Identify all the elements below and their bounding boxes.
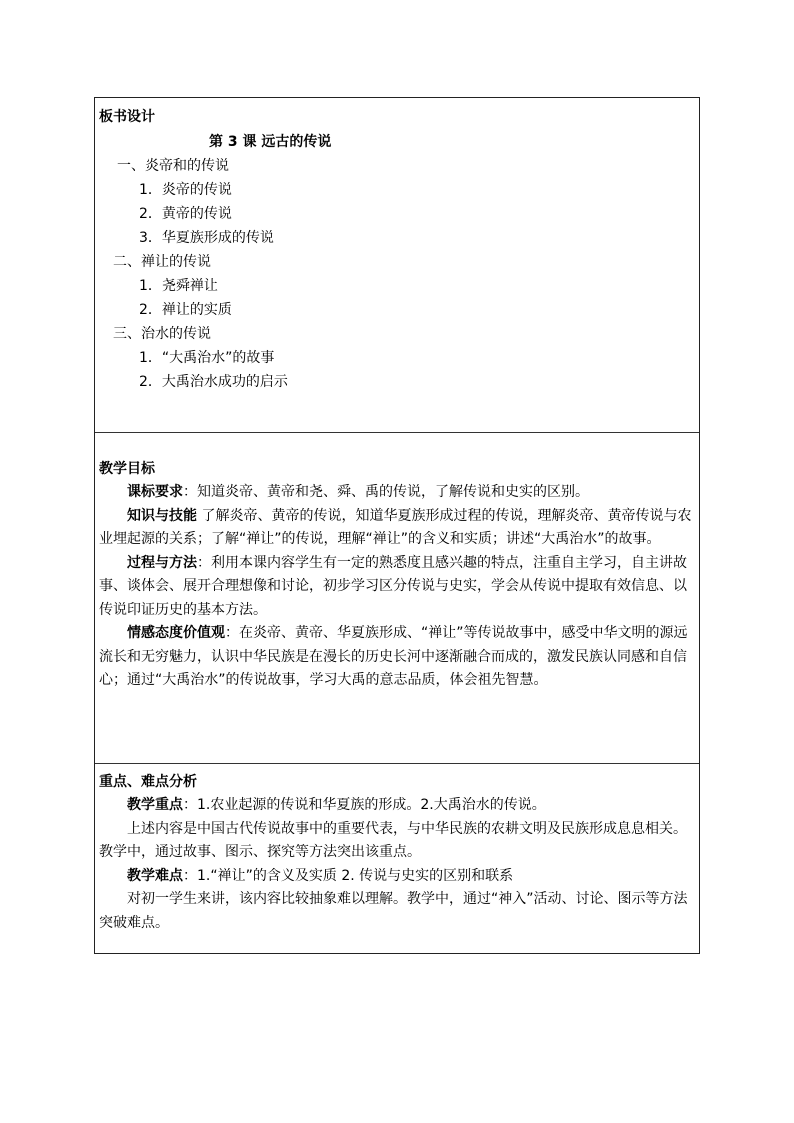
emotion-label: 情感态度价值观 — [127, 625, 225, 641]
curriculum-label: 课标要求 — [127, 484, 183, 500]
difficulty-text: ：1.“禅让”的含义及实质 2. 传说与史实的区别和联系 — [183, 867, 514, 884]
outline-item: 2．禅让的实质 — [139, 302, 232, 318]
key-points-heading: 重点、难点分析 — [99, 774, 197, 790]
difficulty-description: 对初一学生来讲，该内容比较抽象难以理解。教学中，通过“神入”活动、讨论、图示等方法突破难点。 — [99, 891, 688, 931]
difficulty-paragraph — [99, 865, 695, 889]
outline-item: 一、炎帝和的传说 — [117, 158, 229, 174]
focus-paragraph — [99, 794, 695, 818]
teaching-goals-cell — [95, 432, 699, 763]
outline-item: 三、治水的传说 — [113, 326, 211, 342]
focus-label: 教学重点 — [127, 797, 183, 813]
lesson-plan-table — [94, 97, 700, 954]
emotion-paragraph — [99, 622, 695, 693]
teaching-goals-heading: 教学目标 — [99, 461, 155, 477]
difficulty-label: 教学难点 — [127, 867, 183, 884]
board-design-cell — [95, 106, 699, 432]
key-points-cell — [95, 763, 699, 953]
outline-item: 1．尧舜禅让 — [139, 278, 218, 294]
focus-description: 上述内容是中国古代传说故事中的重要代表，与中华民族的农耕文明及民族形成息息相关。教学中，通过故事、图示、探究等方法突出该重点。 — [99, 820, 687, 860]
board-design-heading: 板书设计 — [99, 109, 155, 125]
knowledge-text: 了解炎帝、黄帝的传说，知道华夏族形成过程的传说，理解炎帝、黄帝传说与农业埋起源的关系；了解“禅让”的传说，理解“禅让”的含义和实质；讲述“大禹治水”的故事。 — [99, 507, 692, 547]
lesson-title: 第 3 课 远古的传说 — [209, 134, 332, 150]
process-paragraph — [99, 552, 695, 623]
focus-text: ：1.农业起源的传说和华夏族的形成。2.大禹治水的传说。 — [183, 797, 546, 813]
emotion-text: ：在炎帝、黄帝、华夏族形成、“禅让”等传说故事中，感受中华文明的源远流长和无穷魅力，认识中华民族是在漫长的历史长河中逐渐融合而成的，激发民族认同感和自信心；通过“大禹治水”的传说故事，学习大禹的意志品质，体会祖先智慧。 — [99, 625, 688, 688]
outline-item: 1．炎帝的传说 — [139, 182, 232, 198]
process-label: 过程与方法 — [127, 554, 197, 571]
outline-item: 2．大禹治水成功的启示 — [139, 374, 288, 390]
outline-item: 1．“大禹治水”的故事 — [139, 350, 275, 366]
outline-item: 二、禅让的传说 — [113, 254, 211, 270]
outline-item: 3．华夏族形成的传说 — [139, 230, 274, 246]
knowledge-paragraph — [99, 505, 695, 552]
curriculum-paragraph — [99, 481, 695, 505]
process-text: ：利用本课内容学生有一定的熟悉度且感兴趣的特点，注重自主学习，自主讲故事、谈体会、展开合理想像和讨论，初步学习区分传说与史实，学会从传说中提取有效信息、以传说印证历史的基本方法。 — [99, 554, 687, 618]
outline-item: 2．黄帝的传说 — [139, 206, 232, 222]
curriculum-text: ：知道炎帝、黄帝和尧、舜、禹的传说，了解传说和史实的区别。 — [183, 484, 589, 500]
knowledge-label: 知识与技能 — [127, 507, 197, 524]
